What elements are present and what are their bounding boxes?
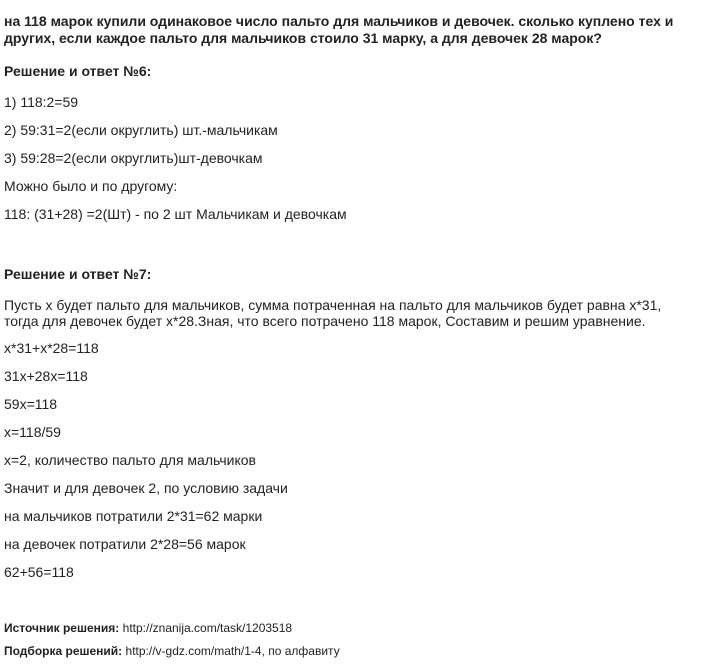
solution7-line-8: на девочек потратили 2*28=56 марок	[4, 536, 246, 552]
question-text: на 118 марок купили одинаковое число пальто для мальчиков и девочек. сколько куплено тех и других, если каждое пальто для мальчиков стоило 31 марку, а для девочек 28 марок?	[4, 13, 674, 46]
solution6-line-1: 1) 118:2=59	[4, 94, 79, 110]
solution6-line-2: 2) 59:31=2(если округлить) шт.-мальчикам	[4, 122, 278, 138]
collection-line	[4, 644, 340, 659]
solution6-line-3: 3) 59:28=2(если округлить)шт-девочкам	[4, 150, 263, 166]
solution6-line-5: 118: (31+28) =2(Шт) - по 2 шт Мальчикам и девочкам	[4, 206, 347, 222]
solution6-line-4: Можно было и по другому:	[4, 178, 178, 194]
solution7-line-5: х=2, количество пальто для мальчиков	[4, 452, 256, 468]
solution7-intro: Пусть х будет пальто для мальчиков, сумма потраченная на пальто для мальчиков будет равна х*31, тогда для девочек будет х*28.Зная, что всего потрачено 118 марок, Составим и решим уравнение.	[4, 297, 662, 329]
collection-link[interactable]: http://v-gdz.com/math/1-4, по алфавиту	[125, 644, 340, 658]
solution7-line-4: х=118/59	[4, 424, 61, 440]
solution7-line-2: 31х+28х=118	[4, 368, 88, 384]
collection-label: Подборка решений:	[4, 644, 123, 658]
solution7-line-1: х*31+х*28=118	[4, 340, 99, 356]
solution7-heading: Решение и ответ №7:	[4, 266, 152, 282]
source-link[interactable]: http://znanija.com/task/1203518	[122, 621, 293, 635]
solution6-heading: Решение и ответ №6:	[4, 63, 152, 79]
solution7-line-9: 62+56=118	[4, 564, 74, 580]
solution7-line-3: 59х=118	[4, 396, 58, 412]
solution7-line-6: Значит и для девочек 2, по условию задачи	[4, 480, 288, 496]
source-label: Источник решения:	[4, 621, 120, 635]
solution7-line-7: на мальчиков потратили 2*31=62 марки	[4, 508, 263, 524]
source-line	[4, 621, 292, 636]
